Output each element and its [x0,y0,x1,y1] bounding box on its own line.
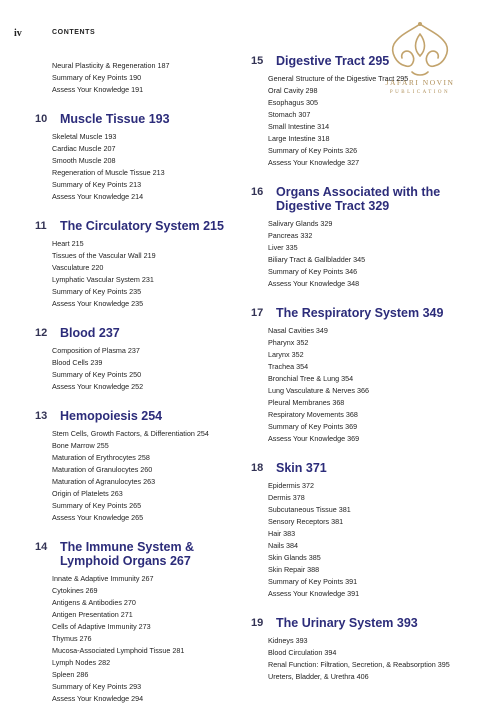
toc-entry[interactable]: Summary of Key Points 326 [268,146,358,155]
toc-entry[interactable]: Antigen Presentation 271 [52,610,133,619]
toc-entry[interactable]: Sensory Receptors 381 [268,517,344,526]
toc-entry[interactable]: Maturation of Granulocytes 260 [52,465,153,474]
toc-entry[interactable]: Summary of Key Points 265 [52,501,142,510]
toc-entry[interactable]: Larynx 352 [268,350,304,359]
toc-entry[interactable]: Assess Your Knowledge 294 [52,694,144,703]
chapter-heading [251,306,471,320]
toc-entry[interactable]: Heart 215 [52,239,84,248]
chapter-heading [251,54,471,68]
chapter-title[interactable]: Skin 371 [276,461,327,475]
toc-entry[interactable]: Respiratory Movements 368 [268,410,358,419]
chapter-heading [251,616,471,630]
page-section-label: CONTENTS [52,29,96,36]
toc-entry[interactable]: Dermis 378 [268,493,305,502]
toc-entry[interactable]: Assess Your Knowledge 369 [268,434,360,443]
toc-entry[interactable]: Blood Circulation 394 [268,648,337,657]
chapter-items [35,428,255,524]
toc-entry[interactable]: Neural Plasticity & Regeneration 187 [52,61,170,70]
chapter-section [35,326,255,393]
toc-entry[interactable]: Lymph Nodes 282 [52,658,111,667]
chapter-heading [251,185,471,213]
toc-entry[interactable]: Summary of Key Points 293 [52,682,142,691]
chapter-title[interactable]: Blood 237 [60,326,120,340]
toc-entry[interactable]: Pharynx 352 [268,338,309,347]
chapter-title[interactable]: Hemopoiesis 254 [60,409,163,423]
toc-entry[interactable]: Ureters, Bladder, & Urethra 406 [268,672,369,681]
chapter-heading [35,326,255,340]
toc-entry[interactable]: Assess Your Knowledge 348 [268,279,360,288]
toc-entry[interactable]: Assess Your Knowledge 214 [52,192,144,201]
toc-entry[interactable]: Maturation of Agranulocytes 263 [52,477,156,486]
chapter-heading [35,219,255,233]
chapter-section [35,540,255,705]
toc-entry[interactable]: Hair 383 [268,529,296,538]
chapter-number: 17 [251,307,264,319]
toc-entry[interactable]: Maturation of Erythrocytes 258 [52,453,150,462]
toc-entry[interactable]: Summary of Key Points 391 [268,577,358,586]
chapter-section [251,461,471,600]
toc-entry[interactable]: Large Intestine 318 [268,134,330,143]
toc-entry[interactable]: Summary of Key Points 346 [268,267,358,276]
chapter-items [35,131,255,203]
toc-entry[interactable]: Cytokines 269 [52,586,98,595]
chapter-heading [35,540,255,568]
toc-right-column [251,54,471,699]
chapter-heading [35,409,255,423]
toc-entry[interactable]: Summary of Key Points 235 [52,287,142,296]
toc-entry[interactable]: Subcutaneous Tissue 381 [268,505,351,514]
chapter-items [35,238,255,310]
toc-entry[interactable]: Pancreas 332 [268,231,313,240]
toc-entry[interactable]: Lymphatic Vascular System 231 [52,275,154,284]
toc-entry[interactable]: Biliary Tract & Gallbladder 345 [268,255,366,264]
toc-entry[interactable]: Small Intestine 314 [268,122,330,131]
chapter-items [35,345,255,393]
chapter-items [251,635,471,683]
toc-entry[interactable]: Liver 335 [268,243,298,252]
toc-entry[interactable]: Blood Cells 239 [52,358,103,367]
toc-entry[interactable]: Summary of Key Points 369 [268,422,358,431]
toc-entry[interactable]: Skin Repair 388 [268,565,320,574]
chapter-number: 18 [251,462,264,474]
toc-entry[interactable]: Skin Glands 385 [268,553,321,562]
chapter-title[interactable]: The Urinary System 393 [276,616,418,630]
toc-entry[interactable]: Lung Vasculature & Nerves 366 [268,386,369,395]
chapter-number: 13 [35,410,48,422]
toc-entry[interactable]: Stem Cells, Growth Factors, & Differentiation 254 [52,429,209,438]
chapter-title[interactable]: The Immune System & Lymphoid Organs 267 [60,540,195,568]
toc-entry[interactable]: Assess Your Knowledge 391 [268,589,360,598]
chapter-number: 19 [251,617,264,629]
chapter-number: 15 [251,55,264,67]
toc-entry[interactable]: Assess Your Knowledge 252 [52,382,144,391]
toc-entry[interactable]: Bone Marrow 255 [52,441,109,450]
chapter-number: 14 [35,541,48,553]
toc-entry[interactable]: Innate & Adaptive Immunity 267 [52,574,154,583]
toc-entry[interactable]: Vasculature 220 [52,263,104,272]
chapter-number: 12 [35,327,48,339]
toc-entry[interactable]: Smooth Muscle 208 [52,156,116,165]
chapter-items [251,480,471,600]
chapter-title[interactable]: Muscle Tissue 193 [60,112,170,126]
toc-left-column [35,54,255,721]
chapter-section [35,219,255,310]
chapter-section [35,409,255,524]
chapter-items [251,325,471,445]
toc-entry[interactable]: Assess Your Knowledge 327 [268,158,360,167]
toc-entry[interactable]: Nasal Cavities 349 [268,326,328,335]
toc-entry[interactable]: Epidermis 372 [268,481,314,490]
chapter-section [251,54,471,169]
toc-entry[interactable]: Pleural Membranes 368 [268,398,345,407]
toc-entry[interactable]: Spleen 286 [52,670,89,679]
toc-entry[interactable]: Cells of Adaptive Immunity 273 [52,622,151,631]
toc-entry[interactable]: Regeneration of Muscle Tissue 213 [52,168,165,177]
toc-entry[interactable]: Thymus 276 [52,634,92,643]
chapter-title[interactable]: The Circulatory System 215 [60,219,224,233]
chapter-title[interactable]: Digestive Tract 295 [276,54,390,68]
toc-entry[interactable]: Antigens & Antibodies 270 [52,598,136,607]
toc-entry[interactable]: Cardiac Muscle 207 [52,144,116,153]
chapter-items [35,60,255,96]
chapter-number: 10 [35,113,48,125]
chapter-items [35,573,255,705]
toc-entry[interactable]: Nails 384 [268,541,298,550]
chapter-section [35,112,255,203]
chapter-continuation [35,60,255,96]
chapter-heading [251,461,471,475]
chapter-section [251,616,471,683]
chapter-items [251,218,471,290]
toc-entry[interactable]: General Structure of the Digestive Tract 295 [268,74,409,83]
toc-entry[interactable]: Mucosa-Associated Lymphoid Tissue 281 [52,646,185,655]
toc-entry[interactable]: Kidneys 393 [268,636,308,645]
page-number: iv [14,28,22,39]
toc-entry[interactable]: Bronchial Tree & Lung 354 [268,374,354,383]
toc-entry[interactable]: Composition of Plasma 237 [52,346,140,355]
chapter-heading [35,112,255,126]
toc-entry[interactable]: Assess Your Knowledge 235 [52,299,144,308]
toc-entry[interactable]: Renal Function: Filtration, Secretion, & Reabsorption 395 [268,660,450,669]
chapter-section [251,306,471,445]
toc-entry[interactable]: Skeletal Muscle 193 [52,132,117,141]
toc-entry[interactable]: Oral Cavity 298 [268,86,318,95]
toc-entry[interactable]: Assess Your Knowledge 191 [52,85,144,94]
logo-text: JAFARI NOVIN [385,78,455,87]
toc-entry[interactable]: Summary of Key Points 190 [52,73,142,82]
toc-entry[interactable]: Trachea 354 [268,362,309,371]
toc-entry[interactable]: Assess Your Knowledge 265 [52,513,144,522]
chapter-title[interactable]: Organs Associated with the Digestive Tract 329 [276,185,441,213]
chapter-number: 16 [251,186,264,198]
toc-entry[interactable]: Esophagus 305 [268,98,318,107]
toc-entry[interactable]: Tissues of the Vascular Wall 219 [52,251,156,260]
chapter-items [251,73,471,169]
chapter-number: 11 [35,220,47,232]
chapter-section [251,185,471,290]
toc-entry[interactable]: Origin of Platelets 263 [52,489,123,498]
chapter-title[interactable]: The Respiratory System 349 [276,306,444,320]
toc-entry[interactable]: Summary of Key Points 250 [52,370,142,379]
logo-subtext: PUBLICATION [389,90,451,95]
toc-entry[interactable]: Summary of Key Points 213 [52,180,142,189]
toc-entry[interactable]: Stomach 307 [268,110,311,119]
toc-entry[interactable]: Salivary Glands 329 [268,219,333,228]
